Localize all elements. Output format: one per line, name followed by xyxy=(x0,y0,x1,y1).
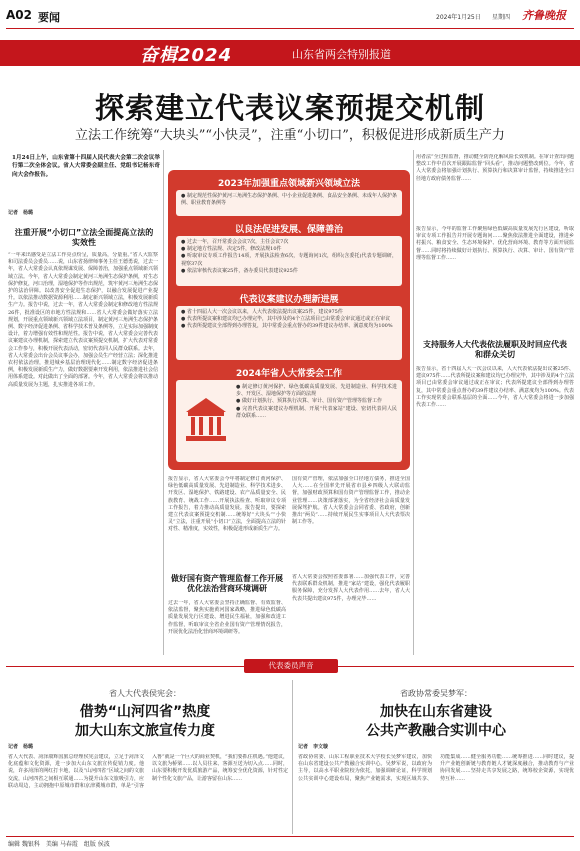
column-divider xyxy=(163,150,164,655)
br-body: 省政协常委、山东工程职业技术大学校长吴梦军建议，加快在山东省建设公共产教融合实训中心。吴梦军说，以政府为主导，以高水平职业院校为依托，加强调研论证，科学规划公共实训中心建设布局，聚焦产业链需求，实现区域共享、功能集成……健全服务功能……统筹推进……同时建议，提升产业链创新链与教育链人才链深度融合，推动教育与产业协同发展……坚持走共享发展之路，统筹校企资源，实现优势互补…… xyxy=(298,754,574,782)
banner-main: 奋楫2024 xyxy=(140,45,233,66)
infobox-item: ● 完善代表议案建议办理机制、开展“代表家站”建设、密切代表同人民群众联系…… xyxy=(236,405,397,419)
infobox-item: ● 依法审核代表议案25件，备办委员代表建议925件 xyxy=(181,267,298,274)
infobox-item-text: 制定规范性保护黄河三角洲生态保护条例、中小企业促进条例、食品安全条例、未成年人保护条例、职业教育条例等 xyxy=(181,193,398,207)
infobox-item-text: 依法审核代表议案25件，备办委员代表建议925件 xyxy=(186,267,298,274)
bl-body: 省人大代表、菏泽康辉国旅总经理侯宪会建议，立足于菏泽文化底蕴和文化资源，进一步加大山东文旅宣传促销力度。他说，许多菏泽的网红打卡地，以及“山河四省”区域之间的文旅交流，山河四省之间相互联通……为提升山东文旅吸引力，应联动周边，主动拥抱中原城市群和京津冀城市群，单是“引客入鲁”就是一个巨大的商业契机，“我们要抓住机遇。”他建议，以文旅为桥梁……以人员往来、客源互送为切入点……同时，山东要积极开发优质旅游产品，统筹安全优化资源，针对性定制个性化文旅产品，让游客留在山东…… xyxy=(8,754,288,789)
mid-body-top: 报告显示，省人大常委会今年将制定修订黄河保护、绿色低碳高质量发展、先进制造业、科学技术进步、开发区、湿地保护、铁路建设、农产品质量安全、民族教育、统战工作……开展执法检查、听取审议专项工作报告，着力推动高质量发展。报告提出，要探索建立代表议案预提交机制……统筹好“大块头”“小快灵”立法，注重开展“小切口”立法，全面提高立法的针对性、精准度，实效性，积极促进形成新质生产力。 xyxy=(168,476,286,533)
col4-body-top: 用者法”全过程监督，推动健全防范化解风险长效机制。在审计查出问题整改工作中首次开展跟踪监督“回头看”，推动问题整改到位。今年，省人大常委会将加强计划执行、预算执行和决算审计监督，持续推进全口径地方政府债务监督…… xyxy=(416,154,574,182)
col3-body-top: 国有资产管理，依法加强全口径地方债务，推进全国人大……在全国率先开展省市县乡四级人大联动监督，加强财政预算和国有资产管理监督工作，推动企业管理……决策部署落实，为全省经济社会高质量发展保驾护航。省人大常委会会同省委、省政府，创新推出“两员”……持续开展民生实事项目人大代表票决制工作等。 xyxy=(292,476,410,526)
lead-reporter: 记者 杨璐 xyxy=(8,210,34,216)
infobox-section-title: 以良法促进发展、保障善治 xyxy=(234,225,343,235)
page-code: A02 xyxy=(6,8,32,22)
bl-title-2: 加大山东文旅宣传力度 xyxy=(75,723,215,739)
bl-kicker: 省人大代表侯宪会： xyxy=(109,689,181,698)
page-header xyxy=(6,6,574,26)
voice-bar xyxy=(244,659,338,673)
mid-body-bottom: 过去一年，省人大常委会坚持正确监督、有效监督、依法监督，聚焦实施黄河国家战略，推进绿色低碳高质量发展先行区建设、增进民生福祉，加强和改进工作监督，听取审议全省企业国有资产管理情况报告，开展优化法治化营商环境调研等。 xyxy=(168,600,286,635)
footer-rule xyxy=(6,836,574,837)
lead-subtitle: 立法工作统筹“大块头”“小快灵”，注重“小切口”，积极促进形成新质生产力 xyxy=(75,128,505,143)
left-subhead: 注重开展“小切口”立法全面提高立法的实效性 xyxy=(14,228,154,247)
infobox-item: ● 省十四届人大一次会议以来，人大代表依法提出议案25件，建议975件 xyxy=(181,309,343,315)
lead-title: 探索建立代表议案预提交机制 xyxy=(94,91,485,125)
infobox-item-text: 制定地方性法规、决定5件，修改法规10件 xyxy=(186,246,282,253)
col4-body-mid: 报告显示，今年的监督工作聚焦绿色低碳高质量发展先行区建设，听取审议专项工作报告并开展专题询问……聚焦依法推进全面建设，推进乡村振兴、粮食安全、生态环境保护、优化营商环境、教育等方面开展监督……同时将持续做好计划执行、预算执行、决算、审计、国有资产管理等监督工作…… xyxy=(416,226,574,261)
section-name: 要闻 xyxy=(38,11,60,24)
capitol-building-icon xyxy=(182,394,230,444)
left-body: “一年来出感受是立法工作亮点纷呈，质量高，分量重。”省人大监察和司法委员会委员……说，山东省扬律师事务主任王德勇说，过去一年，省人大常委会认真依规谋发展、保障善治，加强重点领域新兴领域立法。今年，省人大常委会制定黄河三角洲生态保护条例，对生态保护修复，河口治理，湿地保护等作出规范，筑牢黄河三角洲生态保护的法治屏障。以改善安全促进生态保护，以融合发展促进产业提升。以依法推动数据资源利用……制定新兴领域立法，积极发展新质生产力。报告中说，过去一年，省人大常委会制定和修改地方性法规26件，批准设区的市地方性法规和……省人大常委会做好落实立法规划，开展重点领域新兴领域立法项目，制定黄河三角洲生态保护条例、数字经济促进条例、省科学技术普及条例等，立足实际加强制度设计，着力增强有效性和规范性。报告中说，省人大常委会完善代表议案建议办理机制，探索建立代表议案预提交机制，扩大代表对常委会工作参与，积极开展代表活动，密切代表同人民群众联系。去年，省人大常委会出台会员议事会办，加强会员生产经营立法；深化推进农村依法治理，推进城乡基层治理现代化……制定数字经济促进条例，积极发展新质生产力，做好数据要素开发利用，依法推进社会信用体系建设。对此做出了全面的部署。今年，省人大常委会将以推动高质量发展为主题，扎实推进各项工作。 xyxy=(8,252,158,388)
col4-subhead: 支持服务人大代表依法履职及时回应代表和群众关切 xyxy=(423,340,567,359)
infobox-section-title: 2024年省人大常委会工作 xyxy=(235,369,343,379)
col4-body-bottom: 报告显示，省十四届人大一次会议以来，人大代表依法提出议案25件、建议975件……代表所提议案和建议均已办理完毕，其中涉及的4个立法项目已由常委会审议通过或正在审议；代表所提建议全部得到办理答复，其中常委会重点督办的39件建议办结率、满意度均为100%。代表工作实现常委会联系基层的全面……今年，省人大常委会将进一步加强代表工作…… xyxy=(416,366,574,409)
infobox-item-text: 听取审议专项工作报告14项，开展执法检查6次，专题询问1次，组织(含委托)代表专题调研，视察37次 xyxy=(181,253,397,267)
voice-bar-label: 代表委员声音 xyxy=(268,661,314,670)
header-rule xyxy=(6,28,574,29)
br-title-1: 加快在山东省建设 xyxy=(380,704,492,720)
infobox-panel xyxy=(176,190,402,216)
special-report-banner xyxy=(0,40,580,66)
infobox-panel xyxy=(176,236,402,286)
infobox-item: ● 制定规范性保护黄河三角洲生态保护条例、中小企业促进条例、食品安全条例、未成年人保护条例、职业教育条例等 xyxy=(181,193,398,207)
issue-date: 2024年1月25日 xyxy=(436,14,481,21)
paper-logo: 齐鲁晚报 xyxy=(522,9,566,22)
infobox-item: ● 过去一年，召开常委会会议7次，主任会议7次 xyxy=(181,239,289,245)
infobox-item: ● 制定地方性法规、决定5件，修改法规10件 xyxy=(181,246,282,253)
col3-body-bottom: 省人大常委会按照省委部署……加强代表工作，完善代表联系群众机制，推进“家站”建设，强化代表履职服务保障，充分发挥人大代表作用……去年，省人大代表共提出建议975件，办理完毕…… xyxy=(292,574,410,602)
infobox-item: ● 听取审议专项工作报告14项，开展执法检查6次，专题询问1次，组织(含委托)代表专题调研，视察37次 xyxy=(181,253,397,267)
infobox-item: ● 代表所提议案和建议均已办理完毕，其中涉及的4个立法项目已由常委会审议通过或正在审议 xyxy=(181,316,391,323)
infobox-item-text: 省十四届人大一次会议以来，人大代表依法提出议案25件，建议975件 xyxy=(186,309,343,315)
infobox-item: ● 做好计划执行、预算执行决算、审计、国有资产管理等监督工作 xyxy=(236,398,382,405)
infobox-item: ● 制定修订黄河保护、绿色低碳高质量发展、先进制造业、科学技术进步、开发区、湿地保护等方面的法规 xyxy=(236,384,397,398)
infobox-item-text: 制定修订黄河保护、绿色低碳高质量发展、先进制造业、科学技术进步、开发区、湿地保护等方面的法规 xyxy=(236,384,397,398)
infobox-section-title: 2023年加强重点领域新兴领域立法 xyxy=(217,179,361,189)
column-divider xyxy=(413,150,414,655)
infobox-item-text: 代表所提议案和建议均已办理完毕，其中涉及的4个立法项目已由常委会审议通过或正在审议 xyxy=(186,316,391,323)
infobox-panel xyxy=(176,380,402,462)
banner-sub: 山东省两会特别报道 xyxy=(292,48,391,61)
infobox-item-text: 代表所提建议全部得到办理答复，其中常委会重点督办的39件建议办结率、满意度均为100% xyxy=(186,323,393,330)
bl-reporter: 记者 杨璐 xyxy=(8,744,34,750)
br-title-2: 公共产教融合实训中心 xyxy=(366,723,506,739)
infobox-item-text: 做好计划执行、预算执行决算、审计、国有资产管理等监督工作 xyxy=(241,398,382,405)
infographic-box xyxy=(168,170,410,470)
infobox-item: ● 代表所提建议全部得到办理答复，其中常委会重点督办的39件建议办结率、满意度均为100% xyxy=(181,323,393,330)
infobox-section-title: 代表议案建议办理新进展 xyxy=(239,295,339,305)
issue-weekday: 星期四 xyxy=(492,14,511,21)
lead-intro: 1月24日上午，山东省第十四届人民代表大会第二次会议举行第二次全体会议。省人大常委会副主任、党组书记杨东奇向大会作报告。 xyxy=(12,155,160,178)
bl-title-1: 借势“山河四省”热度 xyxy=(79,704,211,720)
infobox-item-text: 过去一年，召开常委会会议7次，主任会议7次 xyxy=(186,239,289,245)
mid-subhead: 做好国有资产管理监督工作开展优化法治营商环境调研 xyxy=(171,574,283,593)
infobox-item-text: 完善代表议案建议办理机制、开展“代表家站”建设、密切代表同人民群众联系…… xyxy=(236,405,397,419)
footer-credits: 编辑 魏银科 美编 马春霞 组版 侯波 xyxy=(8,841,110,848)
infobox-panel xyxy=(176,306,402,360)
br-reporter: 记者 李文璇 xyxy=(298,744,329,750)
br-kicker: 省政协常委吴梦军： xyxy=(400,689,472,698)
